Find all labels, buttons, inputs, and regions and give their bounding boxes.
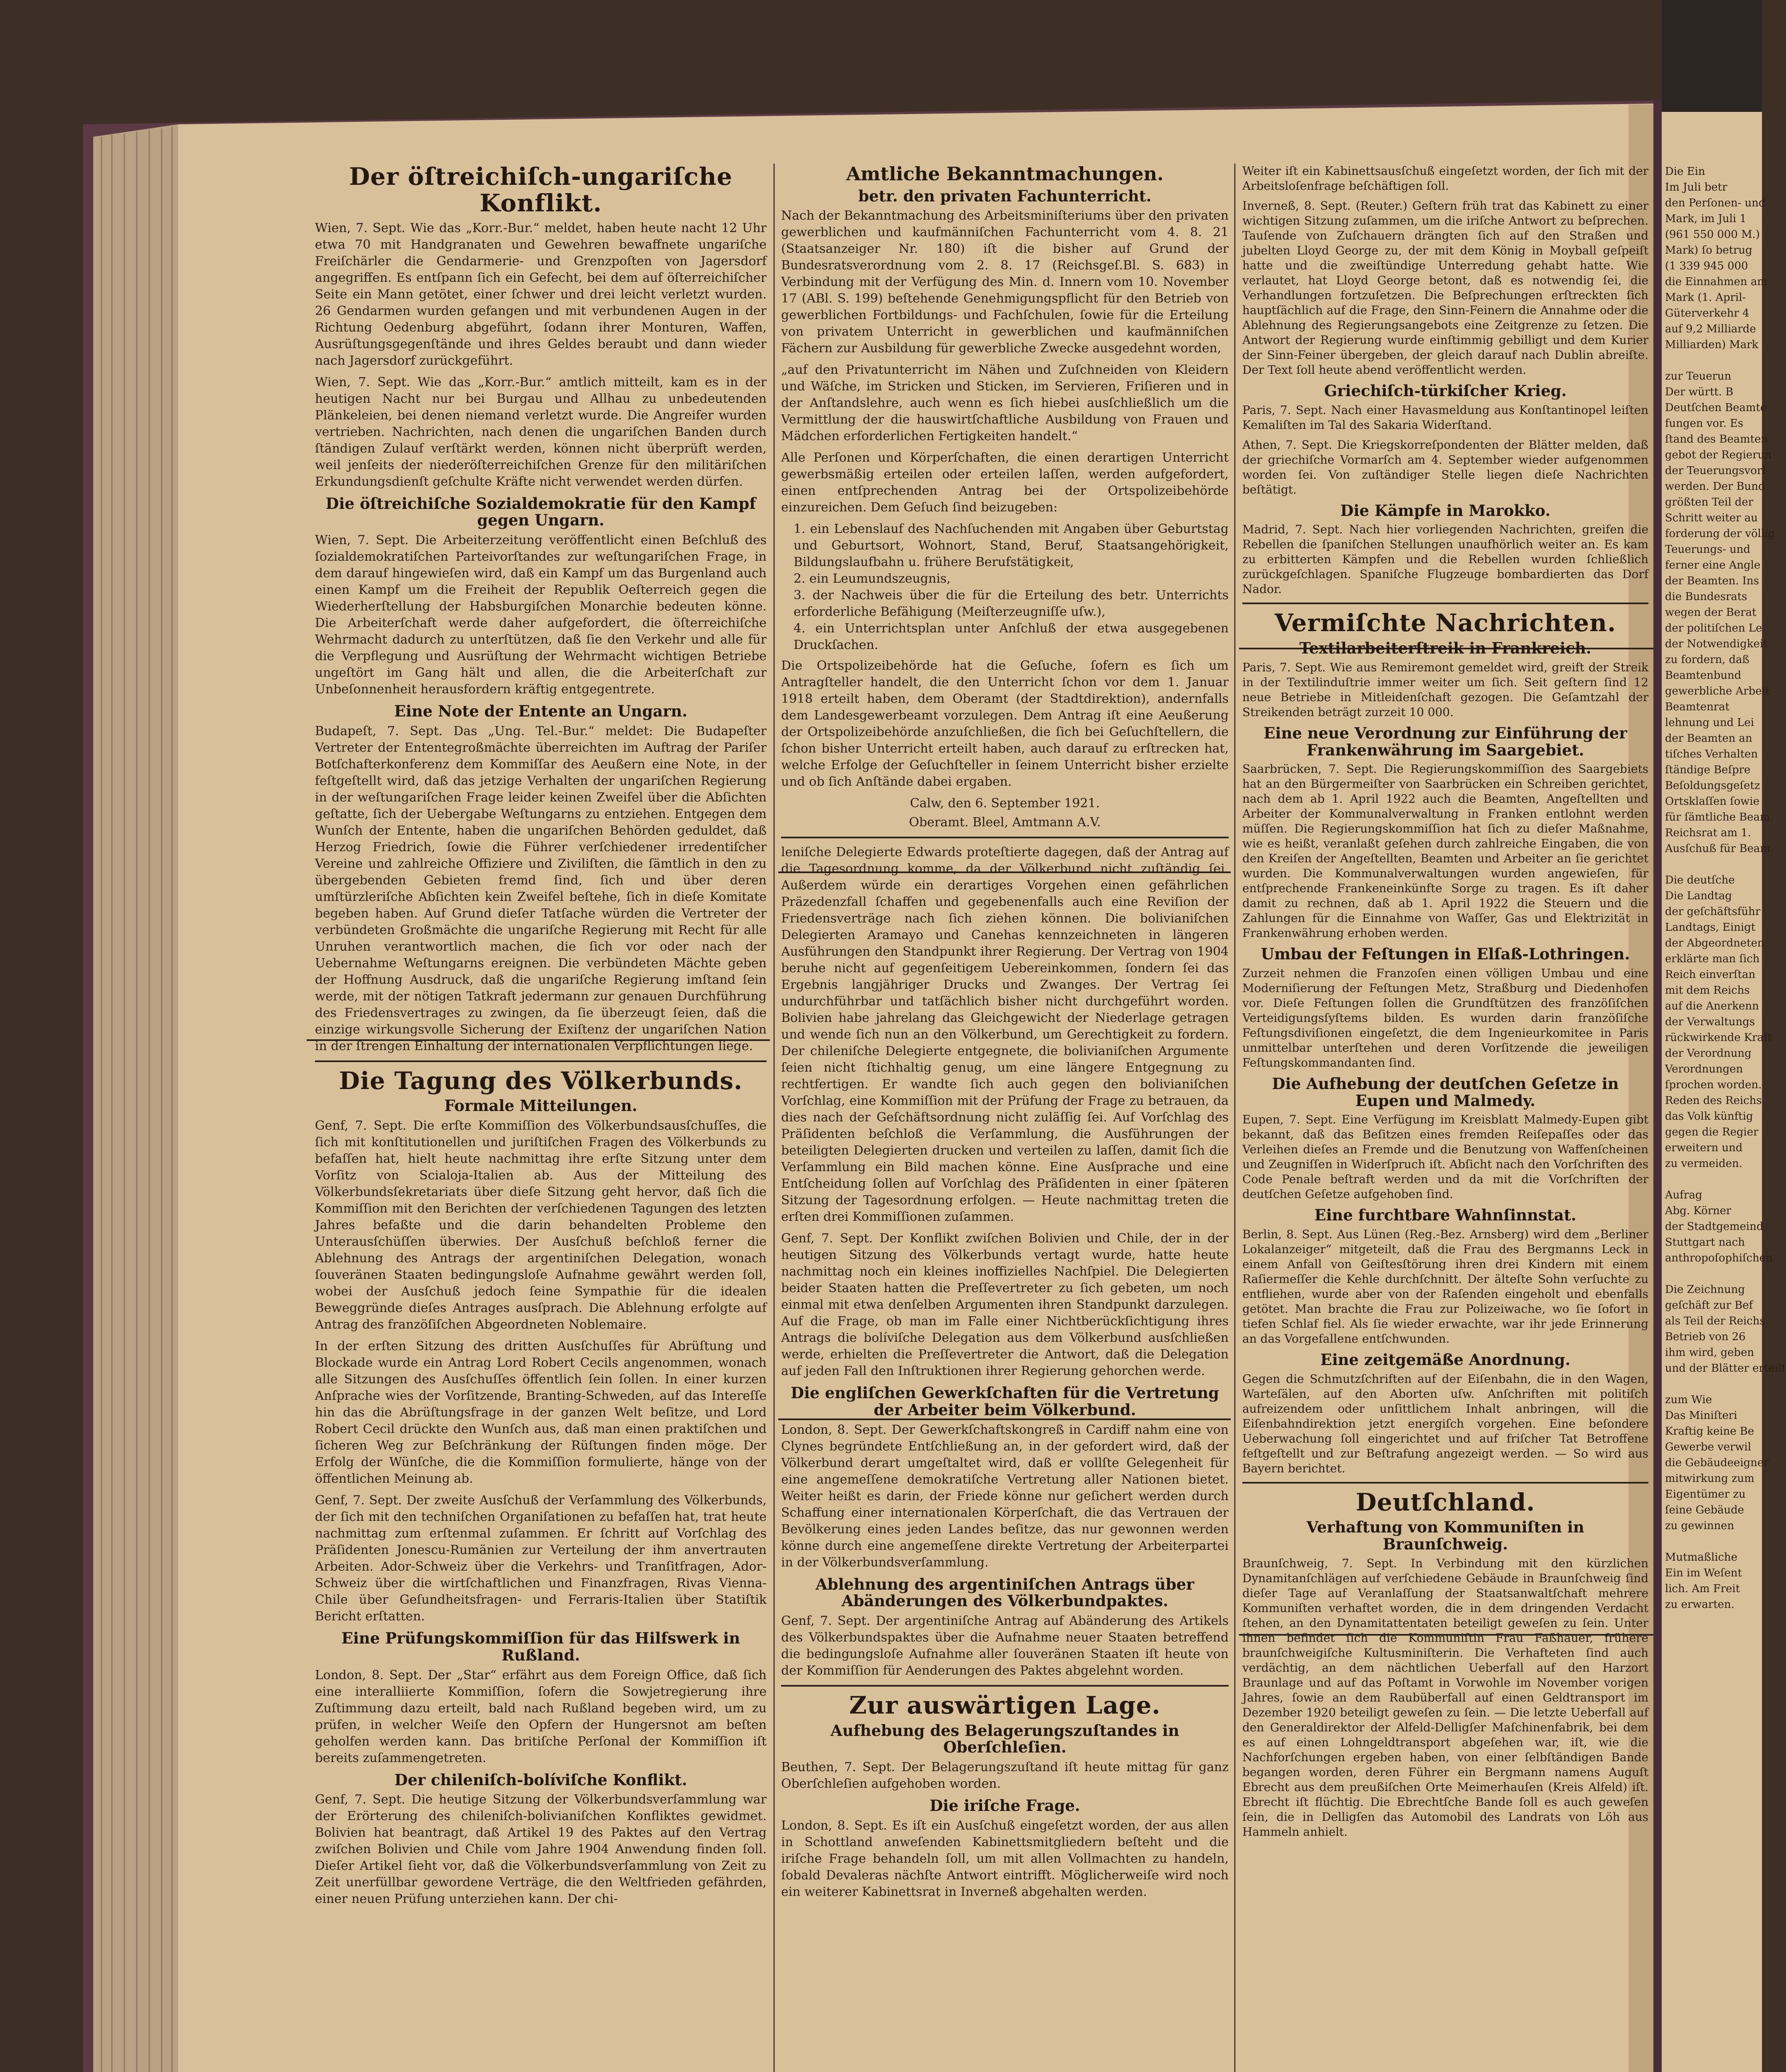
article-text: Athen, 7. Sept. Die Kriegskorreſpondenten der Blätter melden, daß der griechiſche Vormarſch am 4. September wieder aufgenommen worden ſei. Von zuſtändiger Stelle liegen dieſe Nachrichten beſtätigt.: [1242, 438, 1648, 496]
cut-off-line: rückwirkende Kraft: [1665, 1031, 1772, 1044]
cut-off-line: auf 9,2 Milliarde: [1665, 323, 1756, 335]
cut-off-line: [1665, 353, 1760, 368]
cut-off-line: als Teil der Reichs: [1665, 1315, 1765, 1327]
article-text: Genf, 7. Sept. Die erſte Kommiſſion des Völkerbundsausſchuſſes, die ſich mit konſtitutionellen und juriſtiſchen Fragen des Völkerbunds zu befaſſen hat, hielt heute nachmittag ihre erſte Sitzung unter dem Vorſitz von Scialoja-Italien ab. Aus der Mitteilung des Völkerbundsſekretariats über dieſe Sitzung geht hervor, daß ſich die Kommiſſion mit den Berichten der verſchiedenen Tagungen des letzten Jahres befaßte und die darin behandelten Probleme den Unterausſchüſſen überwies. Der Ausſchuß beſchloß ferner die Ablehnung des Antrags der argentiniſchen Delegation, wonach ſouveränen Staaten bedingungsloſe Aufnahme gewährt werden ſoll, wobei der Ausſchuß jedoch ſeine Sympathie für die idealen Beweggründe dieſes Antrages ausſprach. Die Ablehnung erfolgte auf Antrag des franzöſiſchen Abgeordneten Noblemaire.: [315, 1118, 767, 1332]
subheadline: Eine furchtbare Wahnſinnstat.: [1314, 1206, 1576, 1225]
article-text: Genf, 7. Sept. Die heutige Sitzung der Völkerbundsverſammlung war der Erörterung des chileniſch-bolivianiſchen Konfliktes gewidmet. Bolivien hat beantragt, daß Artikel 19 des Paktes auf den Vertrag zwiſchen Bolivien und Chile vom Jahre 1904 Anwendung finden ſoll. Dieſer Artikel ſieht vor, daß die Völkerbundsverſammlung von Zeit zu Zeit unerfüllbar gewordene Verträge, die den Weltfrieden gefährden, einer neuen Prüfung unterziehen kann. Der chi-: [315, 1792, 767, 1907]
cut-off-line: Landtags, Einigt: [1665, 921, 1756, 934]
cut-off-line: [1665, 1534, 1760, 1549]
article-text: Inverneß, 8. Sept. (Reuter.) Geſtern früh trat das Kabinett zu einer wichtigen Sitzung zuſammen, um die iriſche Antwort zu beſprechen. Tauſende von Zuſchauern drängten ſich auf den Straßen und jubelten Lloyd George zu, der mit dem König in Moyball geſpeiſt hatte und die zweiſtündige Unterredung gehabt hatte. Wie verlautet, hat Lloyd George betont, daß es notwendig ſei, die Verhandlungen fortzuſetzen. Die Beſprechungen erſtreckten ſich hauptſächlich auf die Frage, den Sinn-Feinern die Annahme oder die Ablehnung des Regierungsangebots eine Zeitgrenze zu ſetzen. Die Antwort der Regierung wurde einſtimmig gebilligt und dem Kurier der Sinn-Feiner übergeben, der gleich darauf nach Dublin abreiſte. Der Text ſoll heute abend veröffentlicht werden.: [1242, 199, 1648, 377]
subheadline: Eine Note der Entente an Ungarn.: [394, 702, 687, 720]
article-text: Paris, 7. Sept. Wie aus Remiremont gemeldet wird, greift der Streik in der Textilinduſtrie immer weiter um ſich. Seit geſtern ſind 12 neue Betriebe in Mitleidenſchaft gezogen. Die Geſamtzahl der Streikenden beträgt zurzeit 10 000.: [1242, 660, 1648, 719]
cut-off-line: ſprochen worden.: [1665, 1079, 1762, 1091]
cut-off-line: Güterverkehr 4: [1665, 307, 1750, 320]
subheadline: Die engliſchen Gewerkſchaften für die Vertretung der Arbeiter beim Völkerbund.: [791, 1384, 1219, 1419]
article-text: Alle Perſonen und Körperſchaften, die einen derartigen Unterricht gewerbsmäßig erteilen oder erteilen laſſen, werden aufgefordert, einen entſprechenden Antrag bei der Ortspolizeibehörde einzureichen. Dem Geſuch ſind beizugeben:: [781, 450, 1229, 515]
cut-off-line: zu gewinnen: [1665, 1520, 1734, 1532]
article-text: Zurzeit nehmen die Franzoſen einen völligen Umbau und eine Moderniſierung der Feſtungen Metz, Straßburg und Diedenhofen vor. Dieſe Feſtungen ſollen die Grundſtützen des franzöſiſchen Verteidigungsſyſtems bilden. Es wurden darin franzöſiſche Feſtungsdiviſionen eingeſetzt, die dem Ingenieurkomitee in Paris unmittelbar unterſtehen und deren Vorſitzende die jeweiligen Feſtungskommandanten ſind.: [1242, 966, 1648, 1070]
article-text: Genf, 7. Sept. Der Konflikt zwiſchen Bolivien und Chile, der in der heutigen Sitzung des Völkerbunds vertagt wurde, hatte heute nachmittag noch ein kleines inoffizielles Nachſpiel. Die Delegierten beider Staaten hatten die Preſſevertreter zu ſich gebeten, um noch einmal mit etwa denſelben Argumenten ihren Standpunkt darzulegen. Auf die Frage, ob man im Falle einer Nichtberückſichtigung ihres Antrags die bolíviſche Delegation aus dem Völkerbund ausſchließen werde, erhielten die Preſſevertreter die Antwort, daß die Delegation auf jeden Fall den Inſtruktionen ihrer Regierung gehorchen werde.: [781, 1231, 1229, 1379]
cut-off-line: [1665, 1172, 1760, 1187]
subheadline: Die öſtreichiſche Sozialdemokratie für den Kampf gegen Ungarn.: [325, 494, 756, 530]
headline-official-notices: Amtliche Bekanntmachungen.: [846, 163, 1164, 185]
subheadline: Die Kämpfe in Marokko.: [1340, 501, 1551, 520]
cut-off-line: der Beamten. Ins: [1665, 575, 1759, 587]
article-text: Genf, 7. Sept. Der argentiniſche Antrag auf Abänderung des Artikels des Völkerbundspaktes über die Aufnahme neuer Staaten betreffend die bedingungsloſe Aufnahme aller ſouveränen Staaten iſt heute von der Kommiſſion für Aenderungen des Paktes abgelehnt worden.: [781, 1613, 1229, 1678]
article-text: Die Ortspolizeibehörde hat die Geſuche, ſofern es ſich um Antragſteller handelt, die den Unterricht ſchon vor dem 1. Januar 1918 erteilt haben, dem Oberamt (der Stadtdirektion), andernfalls dem Landesgewerbeamt vorzulegen. Dem Antrag iſt eine Aeußerung der Ortspolizeibehörde anzuſchließen, die ſich bei Geſuchſtellern, die ſchon bisher Unterricht erteilt haben, auch darauf zu erſtrecken hat, welche Erfolge der Geſuchſteller in ſeinem Unterricht bisher erzielte und ob ſich Anſtände dabei ergaben.: [781, 658, 1229, 789]
cut-off-line: Kraftig keine Be: [1665, 1425, 1754, 1438]
article-text: Saarbrücken, 7. Sept. Die Regierungskommiſſion des Saargebiets hat an den Bürgermeiſter von Saarbrücken ein Schreiben gerichtet, nach dem ab 1. April 1922 auch die Beamten, Angeſtellten und Arbeiter der Kommunalverwaltung in Franken entlohnt werden müſſen. Die Regierungskommiſſion hat ſich zu dieſer Maßnahme, wie es heißt, veranlaßt geſehen durch zahlreiche Eingaben, die von den Kreiſen der Angeſtellten, Beamten und Arbeiter an ſie gerichtet wurden. Die Kommunalverwaltungen wurden angewieſen, für entſprechende Frankeneinkünfte Sorge zu tragen. Es iſt daher damit zu rechnen, daß ab 1. April 1922 die Steuern und die Zahlungen für die Einnahme von Waſſer, Gas und Elektrizität in Frankenwährung erhoben werden.: [1242, 762, 1648, 940]
cut-off-line: Beamtenrat: [1665, 701, 1730, 713]
cut-off-line: Beamtenbund: [1665, 669, 1742, 682]
headline-foreign-situation: Zur auswärtigen Lage.: [849, 1691, 1161, 1719]
article-text: Paris, 7. Sept. Nach einer Havasmeldung aus Konſtantinopel leiſten Kemaliſten im Tal des Sakaria Widerſtand.: [1242, 403, 1648, 432]
cut-off-line: der Beamten an: [1665, 732, 1752, 745]
cut-off-line: Mark, im Juli 1: [1665, 213, 1747, 225]
cut-off-line: anthropoſophiſchen: [1665, 1252, 1773, 1264]
cut-off-line: Die Zeichnung: [1665, 1283, 1745, 1296]
cut-off-line: ferner eine Angle: [1665, 559, 1761, 571]
list-item: 1. ein Lebenslauf des Nachſuchenden mit Angaben über Geburtstag und Geburtsort, Wohnort, Stand, Beruf, Staatsangehörigkeit, Bildungslaufbahn u. frühere Berufstätigkeit,: [794, 522, 1229, 570]
cut-off-line: werden. Der Bund: [1665, 480, 1765, 493]
subheadline: Eine neue Verordnung zur Einführung der Frankenwährung im Saargebiet.: [1263, 724, 1627, 759]
cut-off-line: ſtändige Beſpre: [1665, 764, 1751, 776]
article-text: London, 8. Sept. Es iſt ein Ausſchuß eingeſetzt worden, der aus allen in Schottland anweſenden Kabinettsmitgliedern beſteht und die iriſche Frage behandeln ſoll, um mit allen Vollmachten zu handeln, ſobald Devaleras nächſte Antwort eintrifft. Möglicherweiſe wird noch ein weiterer Kabinettsrat in Inverneß abgehalten werden.: [781, 1818, 1229, 1899]
cut-off-line: Die deutſche: [1665, 874, 1735, 886]
subheadline: Ablehnung des argentiniſchen Antrags über Abänderungen des Völkerbundpaktes.: [816, 1575, 1194, 1610]
cut-off-line: gewerbliche Arbeit: [1665, 685, 1770, 697]
subheadline: Der chileniſch-bolíviſche Konflikt.: [394, 1770, 687, 1789]
column-1: [315, 164, 767, 2072]
article-text: Gegen die Schmutzſchriften auf der Eiſenbahn, die in den Wagen, Warteſälen, auf den Aborten uſw. Anſchriften mit politiſch aufreizendem oder unſittlichem Inhalt anbringen, will die Eiſenbahndirektion jetzt energiſch vorgehen. Eine beſondere Ueberwachung ſoll eingerichtet und auf friſcher Tat Betroffene feſtgeſtellt und zur Beſtrafung angezeigt werden. — So wird aus Bayern berichtet.: [1242, 1372, 1648, 1475]
headline-miscellaneous: Vermiſchte Nachrichten.: [1274, 609, 1617, 637]
subheadline: Die iriſche Frage.: [929, 1796, 1080, 1815]
cut-off-line: die Einnahmen am: [1665, 276, 1767, 288]
article-text: Wien, 7. Sept. Wie das „Korr.-Bur.“ meldet, haben heute nacht 12 Uhr etwa 70 mit Handgranaten und Gewehren bewaffnete ungariſche Freiſchärler die Gendarmerie- und Grenzpoſten von Jagersdorf angegriffen. Es entſpann ſich ein Gefecht, bei dem auf öſterreichiſcher Seite ein Mann getötet, einer ſchwer und drei leicht verletzt wurden. 26 Gendarmen wurden gefangen und mit verbundenen Augen in der Richtung Oedenburg abgeführt, ſodann ihrer Monturen, Waffen, Ausrüſtungsgegenſtände und ihres Geldes beraubt und dann wieder nach Jagersdorf zurückgeführt.: [315, 220, 767, 368]
headline-league-of-nations: Die Tagung des Völkerbunds.: [339, 1066, 743, 1095]
subheadline: Eine zeitgemäße Anordnung.: [1320, 1350, 1571, 1369]
section-divider: [781, 837, 1229, 838]
cut-off-line: Reichsrat am 1.: [1665, 827, 1751, 839]
cut-off-line: auf die Anerkenn: [1665, 1000, 1759, 1012]
article-text: leniſche Delegierte Edwards proteſtierte dagegen, daß der Antrag auf die Tagesordnung komme, da der Völkerbund nicht zuſtändig ſei. Außerdem würde ein derartiges Vorgehen einen gefährlichen Präzedenzfall ſchaffen und gegebenenfalls auch eine Reviſion der Friedensverträge nach ſich ziehen können. Die bolivianiſchen Delegierten Aramayo und Canehas kennzeichneten in längeren Ausführungen den Standpunkt ihrer Regierung. Der Vertrag von 1904 beruhe nicht auf gegenſeitigem Uebereinkommen, ſondern ſei das Ergebnis langjähriger Drucks und Zwanges. Der Vertrag ſei undurchführbar und tatſächlich bisher nicht durchgeführt worden. Bolivien habe jahrelang das Gleichgewicht der Niederlage getragen und wende ſich nun an den Völkerbund, um Gerechtigkeit zu fordern. Der chileniſche Delegierte entgegnete, die bolivianiſchen Argumente ſeien nicht ſtichhaltig genug, um eine längere Entgegnung zu rechtfertigen. Er wandte ſich auch gegen den bolivianiſchen Vorſchlag, eine Kommiſſion mit der Prüfung der Frage zu betrauen, da dies nach der Geſchäftsordnung nicht zuläſſig ſei. Auf Vorſchlag des Präſidenten beſchloß die Verſammlung, die Ausführungen der beteiligten Delegierten drucken und verteilen zu laſſen, damit ſich die Verſammlung ein Bild machen könne. Eine Ausſprache und eine Entſcheidung ſollen auf Vorſchlag des Präſidenten in einer ſpäteren Sitzung der Tagesordnung erfolgen. — Heute nachmittag treten die erſten drei Kommiſſionen zuſammen.: [781, 845, 1229, 1225]
subheadline: Verhaftung von Kommuniſten in Braunſchweig.: [1306, 1518, 1585, 1554]
cut-off-line: tiſches Verhalten: [1665, 748, 1758, 760]
cut-off-line: Milliarden) Mark: [1665, 339, 1759, 351]
requirements-list: [794, 521, 1229, 654]
cut-off-line: erweitern und: [1665, 1142, 1743, 1154]
cut-off-line: und der Blätter erteilt: [1665, 1362, 1786, 1375]
column-4-cut-off: [1665, 164, 1786, 2072]
headline-austria-hungary: Der öſtreichiſch-ungariſche Konflikt.: [349, 162, 733, 217]
subheadline: Eine Prüfungskommiſſion für das Hilfswerk in Rußland.: [341, 1629, 741, 1664]
cut-off-line: die Gebäudeeigner: [1665, 1457, 1769, 1469]
cut-off-line: [1665, 857, 1760, 872]
article-text: Wien, 7. Sept. Wie das „Korr.-Bur.“ amtlich mitteilt, kam es in der heutigen Nacht nur bei Burgau und Allhau zu unbedeutenden Plänkeleien, bei denen niemand verletzt wurde. Die Angreifer wurden vertrieben. Nachrichten, nach denen die ungariſchen Banden durch ſtändigen Zulauf verſtärkt werden, können nicht überprüft werden, weil jenſeits der niederöſterreichiſchen Grenze für den militäriſchen Erkundungsdienſt geſchulte Kräfte nicht verwendet werden dürfen.: [315, 375, 767, 489]
cut-off-line: ſtand des Beamten: [1665, 433, 1768, 445]
section-divider: [781, 1685, 1229, 1687]
subheadline: Formale Mitteilungen.: [444, 1097, 637, 1115]
column-3: [1242, 164, 1648, 2072]
cut-off-line: Betrieb von 26: [1665, 1331, 1746, 1343]
article-text: Genf, 7. Sept. Der zweite Ausſchuß der Verſammlung des Völkerbunds, der ſich mit den techniſchen Organiſationen zu befaſſen hat, trat heute nachmittag zum erſtenmal zuſammen. Er ſchritt auf Vorſchlag des Präſidenten Jonescu-Rumänien zur Verteilung der ihm anvertrauten Arbeiten. Ador-Schweiz über die Verkehrs- und Tranſitfragen, Ador-Schweiz über die wirtſchaftlichen und Finanzfragen, Rivas Vienna-Chile über Geſundheitsfragen- und Ferraris-Italien über Statiſtik Bericht erſtatten.: [315, 1493, 767, 1624]
cut-off-line: mit dem Reichs: [1665, 984, 1750, 997]
cut-off-line: [1665, 1376, 1760, 1392]
cut-off-line: Mark (1. April-: [1665, 291, 1746, 304]
cut-off-line: (961 550 000 M.): [1665, 228, 1760, 241]
cut-off-line: den Perſonen- und: [1665, 197, 1766, 209]
cut-off-line: für ſämtliche Beam: [1665, 811, 1770, 823]
subheadline: Umbau der Feſtungen in Elſaß-Lothringen.: [1261, 945, 1630, 963]
section-divider: [1242, 603, 1648, 604]
article-text: Eupen, 7. Sept. Eine Verfügung im Kreisblatt Malmedy-Eupen gibt bekannt, daß das Beſitzen eines fremden Reiſepaſſes oder das Verleihen dieſes an Fremde und die Benutzung von Waffenſcheinen und Zeugniſſen in Widerſpruch iſt. Abſicht nach den Vorſchriften des Code Penale beſtraft werden und da mit die Vorſchriften der deutſchen Geſetze aufgehoben ſind.: [1242, 1113, 1648, 1201]
article-text: Beuthen, 7. Sept. Der Belagerungszuſtand iſt heute mittag für ganz Oberſchleſien aufgehoben worden.: [781, 1760, 1229, 1791]
cut-off-line: Beſoldungsgeſetz: [1665, 779, 1760, 792]
subheadline: Die Aufhebung der deutſchen Geſetze in Eupen und Malmedy.: [1272, 1074, 1619, 1110]
cut-off-line: zu vermeiden.: [1665, 1157, 1742, 1170]
cut-off-line: Schritt weiter au: [1665, 512, 1758, 524]
list-item: 3. der Nachweis über die für die Erteilung des betr. Unterrichts erforderliche Befähigung (Meiſterzeugniſſe uſw.),: [794, 588, 1229, 620]
cut-off-line: Die Landtag: [1665, 890, 1732, 902]
authority-signature: Oberamt. Bleel, Amtmann A.V.: [909, 815, 1101, 830]
cut-off-line: Verordnungen: [1665, 1063, 1743, 1075]
cut-off-line: lich. Am Freit: [1665, 1583, 1740, 1595]
article-text: London, 8. Sept. Der „Star“ erfährt aus dem Foreign Office, daß ſich eine interalliierte Kommiſſion, ſofern die Sowjetregierung ihre Zuſtimmung dazu erteilt, bald nach Rußland begeben wird, um zu prüfen, in welcher Weiſe den Opfern der Hungersnot am beſten geholfen werden kann. Das britiſche Perſonal der Kommiſſion iſt bereits zuſammengetreten.: [315, 1668, 767, 1765]
cut-off-line: lehnung und Lei: [1665, 716, 1754, 729]
cut-off-line: ſeine Gebäude: [1665, 1504, 1744, 1516]
subheadline: Textilarbeiterſtreik in Frankreich.: [1299, 639, 1592, 658]
cut-off-line: der Notwendigkeit: [1665, 638, 1768, 650]
cut-off-line: Stuttgart nach: [1665, 1236, 1745, 1249]
cut-off-line: Ortsklaſſen ſowie: [1665, 795, 1759, 808]
cut-off-line: fungen vor. Es: [1665, 417, 1743, 430]
headline-germany: Deutſchland.: [1355, 1488, 1535, 1516]
cut-off-line: Die Ein: [1665, 165, 1705, 178]
cut-off-line: Reden des Reichs: [1665, 1094, 1762, 1107]
cut-off-line: zu fordern, daß: [1665, 654, 1750, 666]
article-text: In der erſten Sitzung des dritten Ausſchuſſes für Abrüſtung und Blockade wurde ein Antrag Lord Robert Cecils angenommen, wonach alle Sitzungen des Ausſchuſſes öffentlich ſein ſollen. In einer kurzen Anſprache wies der Vorſitzende, Branting-Schweden, auf das Intereſſe hin das die Abrüſtungsfrage in der ganzen Welt beſitze, und Lord Robert Cecil drückte den Wunſch aus, daß man einen praktiſchen und ſicheren Weg zur Beſchränkung der Rüſtungen finden möge. Der Erfolg der Wünſche, die die Kommiſſion formulierte, hänge von der öffentlichen Meinung ab.: [315, 1339, 767, 1486]
cut-off-line: der politiſchen Le: [1665, 622, 1762, 634]
cut-off-line: Teuerungs- und: [1665, 543, 1750, 556]
cut-off-line: [1665, 1266, 1760, 1282]
article-text: Nach der Bekanntmachung des Arbeitsminiſteriums über den privaten gewerblichen und kaufmänniſchen Fachunterricht vom 4. 8. 21 (Staatsanzeiger Nr. 180) iſt die bisher auf Grund der Bundesratsverordnung vom 2. 8. 17 (Reichsgeſ.Bl. S. 683) in Verbindung mit der Verfügung des Min. d. Innern vom 10. November 17 (ABl. S. 199) beſtehende Genehmigungspflicht für den Betrieb von gewerblichen Fortbildungs- und Fachſchulen, ſowie für die Erteilung von privatem Unterricht in gewerblichen und kaufmänniſchen Fächern zur Ausbildung für gewerbliche Zwecke ausgedehnt worden,: [781, 208, 1229, 356]
cut-off-line: Mark) ſo betrug: [1665, 244, 1752, 257]
cut-off-line: der Verwaltungs: [1665, 1016, 1755, 1028]
cut-off-line: gebot der Regierun: [1665, 449, 1771, 461]
article-text: Wien, 7. Sept. Die Arbeiterzeitung veröffentlicht einen Beſchluß des ſozialdemokratiſchen Parteivorſtandes zur weſtungariſchen Frage, in dem darauf hingewieſen wird, daß ein Kampf um das Burgenland auch einen Kampf um die Freiheit der Republik Oeſterreich gegen die Wiederherſtellung der Habsburgiſchen Monarchie bedeuten könne. Die Arbeiterſchaft werde daher aufgefordert, die öſterreichiſche Wehrmacht dadurch zu unterſtützen, daß ſie den Verkehr und alle für die Verpflegung und Ausrüſtung der Wehrmacht wichtigen Betriebe ungeſtört im Gang hält und allen, die die Arbeiterſchaft zur Unbeſonnenheit herausfordern kräftig entgegentrete.: [315, 533, 767, 697]
dateline-signature: Calw, den 6. September 1921.: [910, 796, 1100, 811]
article-text: „auf den Privatunterricht im Nähen und Zuſchneiden von Kleidern und Wäſche, im Stricken und Sticken, im Servieren, Friſieren und in der Anſtandslehre, auch wenn es ſich hiebei ausſchließlich um die Vermittlung der die hauswirtſchaftliche Ausbildung von Frauen und Mädchen erforderlichen Fertigkeiten handelt.“: [781, 363, 1229, 444]
cut-off-line: Im Juli betr: [1665, 181, 1728, 194]
article-text: London, 8. Sept. Der Gewerkſchaftskongreß in Cardiff nahm eine von Clynes begründete Entſchließung an, in der gefordert wird, daß der Völkerbund derart umgeſtaltet wird, daß er vollſte Gelegenheit für eine angemeſſene demokratiſche Vertretung aller Nationen bietet. Weiter heißt es darin, der Friede könne nur geſichert werden durch Schaffung einer internationalen Körperſchaft, die das Vertrauen der Bevölkerung eines jeden Landes beſitze, das nur gewonnen werden könne durch eine angemeſſene direkte Vertretung der Arbeiterpartei in der Völkerbundsverſammlung.: [781, 1422, 1229, 1570]
list-item: 4. ein Unterrichtsplan unter Anſchluß der etwa ausgegebenen Druckſachen.: [794, 621, 1229, 653]
cut-off-line: (1 339 945 000: [1665, 260, 1748, 272]
cut-off-line: mitwirkung zum: [1665, 1472, 1755, 1485]
cut-off-line: zu erwarten.: [1665, 1598, 1735, 1611]
article-text: Braunſchweig, 7. Sept. In Verbindung mit den kürzlichen Dynamitanſchlägen auf verſchiedene Gebäude in Braunſchweig ſind dieſer Tage auf Veranlaſſung der Staatsanwaltſchaft mehrere Kommuniſten verhaftet worden, die in dem dringenden Verdacht ſtehen, an den Dynamitattentaten beteiligt geweſen zu ſein. Unter ihnen befindet ſich die Kommuniſtin Frau Faßhauer, frühere braunſchweigiſche Kultusminiſterin. Die Verhafteten ſind auch verdächtig, an dem nächtlichen Ueberfall auf den Harzort Braunlage und auf das Poſtamt in Vorwohle im November vorigen Jahres, ſowie an dem Raubüberfall auf einen Geldtransport im Dezember 1920 beteiligt geweſen zu ſein. — Die letzte Ueberfall auf den Generaldirektor der Alfeld-Delligſer Maſchinenfabrik, bei dem es auf einen Lohngeldtransport abgeſehen war, iſt, wie die Nachforſchungen ergeben haben, von einer ſelbſtändigen Bande begangen worden, deren Führer ein Bergmann namens Auguſt Ebrecht aus dem preußiſchen Orte Meimerhauſen (Kreis Alfeld) iſt. Ebrecht iſt flüchtig. Die Ebrechtſche Bande ſoll es auch geweſen ſein, die in Delligſen das Automobil des Landrats von Löh aus Hammeln anhielt.: [1242, 1556, 1648, 1839]
cut-off-line: der Abgeordneten: [1665, 937, 1764, 949]
cut-off-line: ihm wird, geben: [1665, 1346, 1754, 1359]
subheadline: Aufhebung des Belagerungszuſtandes in Oberſchleſien.: [830, 1721, 1179, 1757]
cut-off-line: Reich einverſtan: [1665, 968, 1756, 981]
cut-off-line: geſchäft zur Bef: [1665, 1299, 1753, 1312]
cut-off-line: zum Wie: [1665, 1394, 1712, 1406]
cut-off-line: größten Teil der: [1665, 496, 1754, 508]
article-text: Budapeſt, 7. Sept. Das „Ung. Tel.-Bur.“ meldet: Die Budapeſter Vertreter der Ententegroßmächte überreichten im Auftrag der Pariſer Botſchafterkonferenz dem Kommiſſar des Aeußern eine Note, in der feſtgeſtellt wird, daß das jetzige Verhalten der ungariſchen Regierung in der weſtungariſchen Frage leider keinen Zweifel über die Abſichten geſtatte, ſich der Uebergabe Weſtungarns zu entziehen. Entgegen dem Wunſch der Entente, haben die ungariſchen Behörden geduldet, daß Herzog Friedrich, ſowie die Führer verſchiedener irredentiſcher Vereine und zahlreiche Offiziere und Ziviliſten, die ſämtlich in den zu übergebenden Gebieten fremd ſind, ſich und über deren umſtürzleriſche Abſichten kein Zweifel beſtehe, ſich in dieſe Komitate begeben haben. Auf Grund dieſer Tatſache würden die Vertreter der verbündeten Großmächte die ungariſche Regierung mit Recht für alle Unruhen verantwortlich machen, die ſich vor oder nach der Uebernahme Weſtungarns ereignen. Die verbündeten Mächte geben der Hoffnung Ausdruck, daß die ungariſche Regierung imſtand ſein werde, mit der nötigen Tatkraft jedermann zur genauen Durchführung des Friedensvertrages zu zwingen, da ſie überzeugt ſeien, daß die einzige wirkungsvolle Sicherung der Exiſtenz der ungariſchen Nation in der ſtrengen Einhaltung der internationalen Verpflichtungen liege.: [315, 724, 767, 1053]
cut-off-line: Gewerbe verwil: [1665, 1441, 1751, 1453]
cut-off-line: Eigentümer zu: [1665, 1488, 1746, 1501]
cut-off-line: Ausſchuß für Beam: [1665, 842, 1770, 855]
article-text: Madrid, 7. Sept. Nach hier vorliegenden Nachrichten, greifen die Rebellen die ſpaniſchen Stellungen unaufhörlich weiter an. Es kam zu erbitterten Kämpfen und die Rebellen wurden ſchließlich zurückgeſchlagen. Spaniſche Flugzeuge bombardierten das Dorf Nador.: [1242, 523, 1648, 596]
subheadline: betr. den privaten Fachunterricht.: [858, 186, 1152, 205]
cut-off-line: der Stadtgemeind: [1665, 1220, 1764, 1233]
cut-off-line: Deutſchen Beamte: [1665, 402, 1767, 414]
cut-off-line: Abg. Körner: [1665, 1205, 1731, 1217]
cut-off-line: Der württ. B: [1665, 386, 1733, 398]
cut-off-line: forderung der völlig: [1665, 528, 1775, 540]
cut-off-line: gegen die Regier: [1665, 1126, 1759, 1138]
subheadline: Griechiſch-türkiſcher Krieg.: [1324, 382, 1567, 400]
section-divider: [315, 1060, 767, 1062]
cut-off-line: Ein im Weſent: [1665, 1567, 1742, 1579]
article-text: Weiter iſt ein Kabinettsausſchuß eingeſetzt worden, der ſich mit der Arbeitsloſenfrage beſchäftigen ſoll.: [1242, 164, 1648, 193]
section-divider: [1242, 1482, 1648, 1484]
cut-off-line: Das Miniſteri: [1665, 1409, 1738, 1422]
cut-off-line: Mutmaßliche: [1665, 1551, 1738, 1564]
cut-off-line: die Bundesrats: [1665, 591, 1747, 603]
cut-off-line: der Teuerungsvorl: [1665, 465, 1766, 477]
cut-off-line: zur Teuerun: [1665, 370, 1731, 382]
article-text: Berlin, 8. Sept. Aus Lünen (Reg.-Bez. Arnsberg) wird dem „Berliner Lokalanzeiger“ mitgeteilt, daß die Frau des Bergmanns Leck in einem Anfall von Geiſtesſtörung ihren drei Kindern mit einem Raſiermeſſer die Kehle durchſchnitt. Der älteſte Sohn verſuchte zu entfliehen, wurde aber von der Raſenden eingeholt und ebenfalls getötet. Man brachte die Frau zur Polizeiwache, wo ſie ſofort in tiefen Schlaf fiel. Als ſie wieder erwachte, war ihr jede Erinnerung an das Vorgefallene entſchwunden.: [1242, 1227, 1648, 1346]
cut-off-line: der Verordnung: [1665, 1047, 1752, 1060]
column-2: [781, 164, 1229, 2072]
cut-off-line: das Volk künftig: [1665, 1110, 1753, 1123]
cut-off-line: erklärte man ſich: [1665, 953, 1760, 965]
list-item: 2. ein Leumundszeugnis,: [794, 571, 951, 586]
cut-off-line: der geſchäftsführ: [1665, 905, 1761, 918]
cut-off-line: Aufrag: [1665, 1189, 1702, 1201]
cut-off-line: wegen der Berat: [1665, 606, 1757, 619]
